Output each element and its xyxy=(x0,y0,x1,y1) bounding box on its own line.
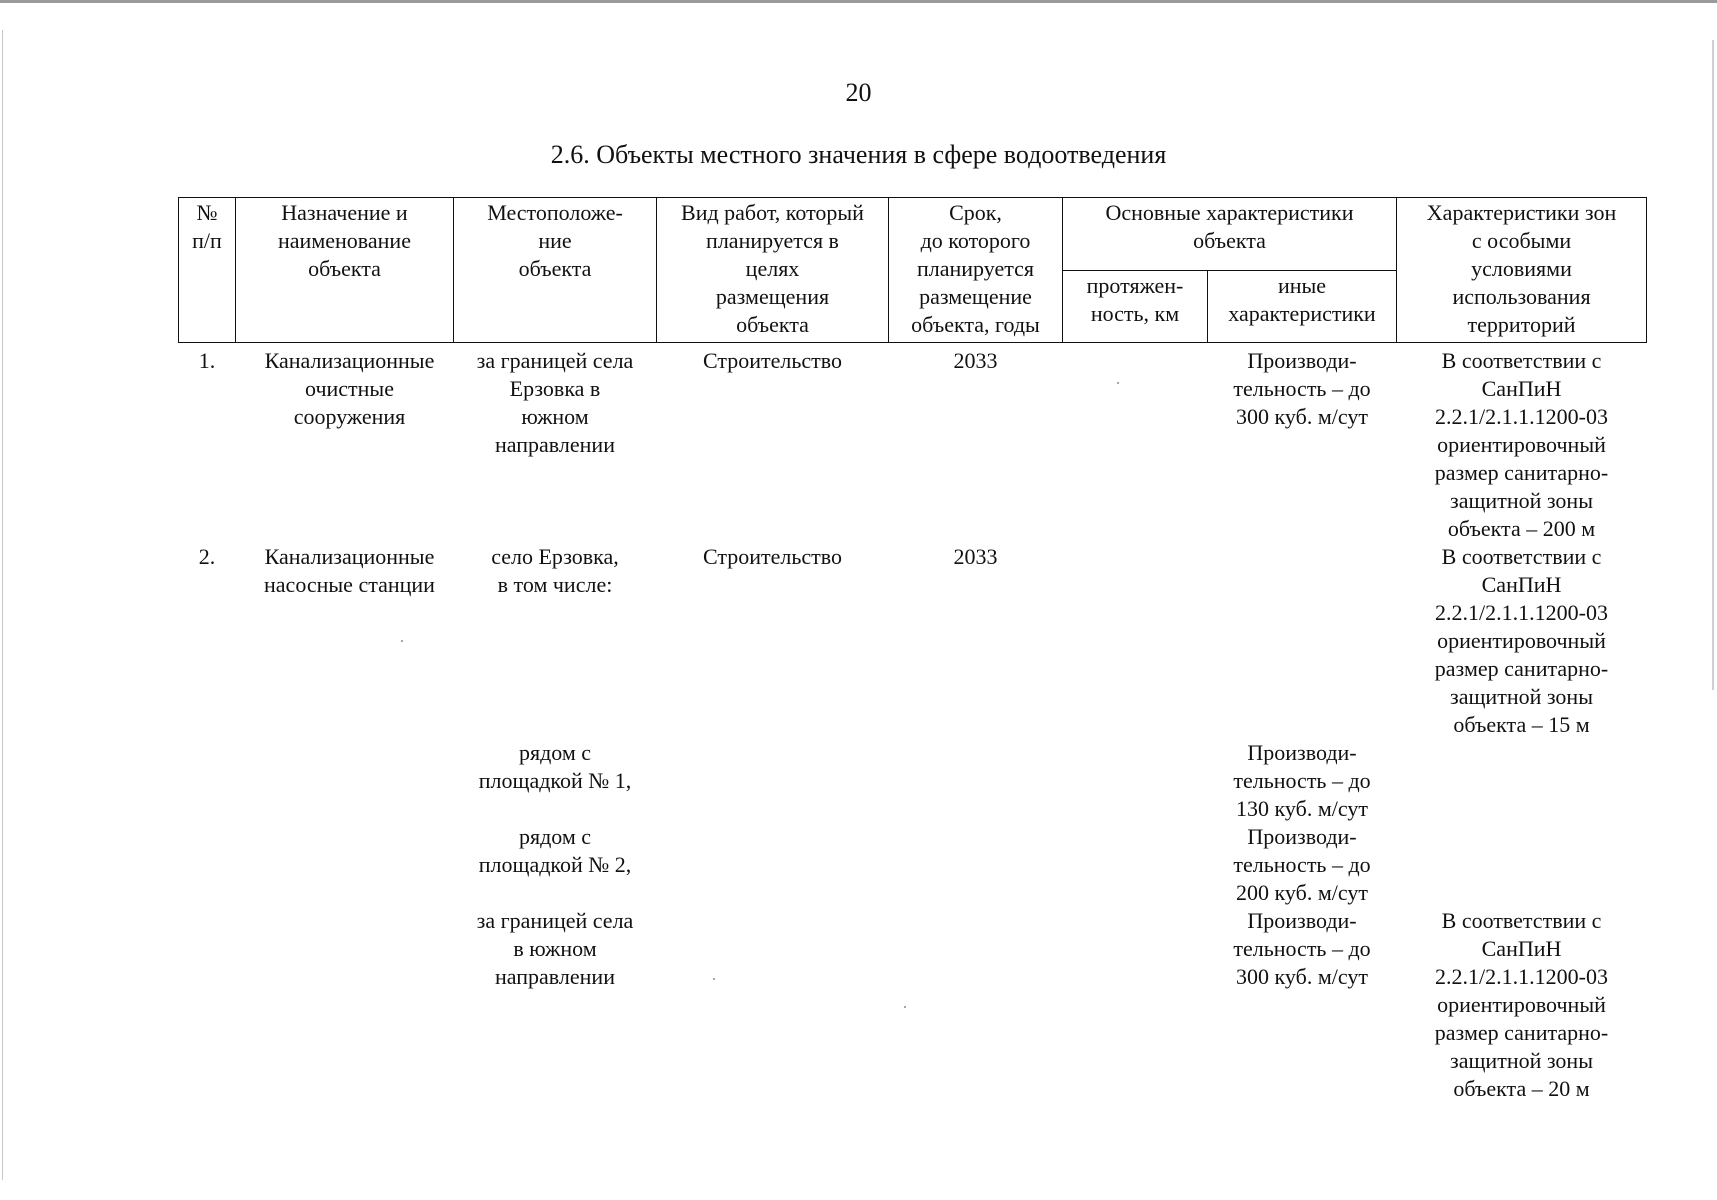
cell-line: площадкой № 2, xyxy=(478,852,632,877)
cell-line: 2.2.1/2.1.1.1200-03 xyxy=(1435,600,1608,625)
cell-num xyxy=(179,823,236,907)
cell-line: п/п xyxy=(192,228,222,253)
cell-line: размер санитарно- xyxy=(1434,1020,1609,1045)
table-header-row xyxy=(179,198,1647,271)
scan-speck xyxy=(713,978,715,980)
cell-line: объекта – 20 м xyxy=(1453,1076,1590,1101)
cell-line: в южном xyxy=(513,936,597,961)
cell-line: планируется xyxy=(916,256,1034,281)
cell-line: село Ерзовка, xyxy=(491,544,619,569)
cell-line: тельность – до xyxy=(1233,936,1371,961)
cell-line: объекта xyxy=(1193,228,1266,253)
cell-other xyxy=(1208,343,1397,544)
cell-zones xyxy=(1397,343,1647,544)
cell-zones xyxy=(1397,823,1647,907)
cell-line: ние xyxy=(538,228,572,253)
cell-line: планируется в xyxy=(706,228,839,253)
cell-name xyxy=(236,823,454,907)
page-number: 20 xyxy=(845,78,872,107)
cell-name xyxy=(236,543,454,739)
cell-line: СанПиН xyxy=(1481,936,1562,961)
cell-length xyxy=(1063,823,1208,907)
cell-line: размер санитарно- xyxy=(1434,460,1609,485)
cell-line: объекта xyxy=(518,256,592,281)
cell-line: защитной зоны xyxy=(1450,1048,1593,1073)
cell-line: объекта – 15 м xyxy=(1453,712,1590,737)
cell-term: 2033 xyxy=(953,348,998,373)
cell-line: 300 куб. м/сут xyxy=(1236,404,1368,429)
cell-line: сооружения xyxy=(293,404,406,429)
cell-line: Производи- xyxy=(1247,824,1357,849)
cell-line: Местоположе- xyxy=(487,200,623,225)
cell-line: за границей села xyxy=(476,348,634,373)
cell-line: Производи- xyxy=(1247,348,1357,373)
header-zones xyxy=(1397,198,1647,343)
cell-line: Производи- xyxy=(1247,908,1357,933)
cell-other xyxy=(1208,543,1397,739)
page-title: 2.6. Объекты местного значения в сфере водоотведения xyxy=(550,140,1167,169)
cell-num xyxy=(179,907,236,1103)
cell-line: защитной зоны xyxy=(1450,684,1593,709)
cell-term: 2033 xyxy=(953,544,998,569)
cell-line: № xyxy=(196,200,218,225)
header-other xyxy=(1208,270,1397,343)
cell-line: Характеристики зон xyxy=(1426,200,1617,225)
cell-line: за границей села xyxy=(476,908,634,933)
cell-length xyxy=(1063,343,1208,544)
cell-line: СанПиН xyxy=(1481,376,1562,401)
cell-location xyxy=(454,907,657,1103)
cell-other xyxy=(1208,739,1397,823)
cell-line: Производи- xyxy=(1247,740,1357,765)
cell-line: в том числе: xyxy=(497,572,613,597)
cell-zones xyxy=(1397,543,1647,739)
cell-line: южном xyxy=(521,404,589,429)
cell-zones xyxy=(1397,907,1647,1103)
cell-line: 300 куб. м/сут xyxy=(1236,964,1368,989)
cell-line: Ерзовка в xyxy=(509,376,601,401)
cell-line: СанПиН xyxy=(1481,572,1562,597)
cell-line: иные xyxy=(1277,272,1327,298)
cell-line: защитной зоны xyxy=(1450,488,1593,513)
cell-work: Строительство xyxy=(702,544,843,569)
cell-location xyxy=(454,543,657,739)
cell-line: Основные характеристики xyxy=(1105,200,1354,225)
scan-edge-top xyxy=(0,0,1717,3)
cell-line: площадкой № 1, xyxy=(478,768,632,793)
cell-length xyxy=(1063,543,1208,739)
header-length xyxy=(1063,270,1208,343)
cell-line: размер санитарно- xyxy=(1434,656,1609,681)
header-main-characteristics xyxy=(1063,198,1397,271)
cell-line: объекта, годы xyxy=(911,312,1040,337)
cell-name xyxy=(236,343,454,544)
table-row xyxy=(179,343,1647,544)
cell-line: В соответствии с xyxy=(1441,544,1602,569)
cell-term xyxy=(889,823,1063,907)
cell-line: тельность – до xyxy=(1233,852,1371,877)
cell-line: до которого xyxy=(920,228,1031,253)
cell-line: 2.2.1/2.1.1.1200-03 xyxy=(1435,404,1608,429)
cell-work xyxy=(657,739,889,823)
header-name xyxy=(236,198,454,343)
cell-line: Канализационные xyxy=(264,544,435,569)
cell-location xyxy=(454,739,657,823)
scan-speck xyxy=(401,640,403,642)
cell-num xyxy=(179,739,236,823)
cell-line: 130 куб. м/сут xyxy=(1236,796,1368,821)
cell-line: Канализационные xyxy=(264,348,435,373)
cell-line: 2.2.1/2.1.1.1200-03 xyxy=(1435,964,1608,989)
cell-line: размещения xyxy=(715,284,830,309)
cell-line: направлении xyxy=(495,964,615,989)
cell-other xyxy=(1208,907,1397,1103)
cell-line: Вид работ, который xyxy=(681,200,864,225)
cell-num: 2. xyxy=(198,544,216,569)
cell-line: Срок, xyxy=(949,200,1002,225)
table-row xyxy=(179,907,1647,1103)
cell-line: наименование xyxy=(278,228,411,253)
cell-line: рядом с xyxy=(518,740,592,765)
cell-location xyxy=(454,823,657,907)
table-row xyxy=(179,543,1647,739)
scan-speck xyxy=(1117,382,1119,384)
scan-edge-right xyxy=(1712,40,1714,690)
cell-term xyxy=(889,739,1063,823)
cell-term xyxy=(889,907,1063,1103)
cell-line: протяжен- xyxy=(1086,272,1184,298)
cell-length xyxy=(1063,907,1208,1103)
table-row xyxy=(179,739,1647,823)
cell-name xyxy=(236,907,454,1103)
cell-line: ность, км xyxy=(1090,300,1180,326)
cell-line: объекта – 200 м xyxy=(1447,516,1596,541)
cell-line: территорий xyxy=(1467,312,1576,337)
scan-speck xyxy=(904,1006,906,1008)
cell-line: ориентировочный xyxy=(1437,432,1606,457)
cell-other xyxy=(1208,823,1397,907)
cell-num: 1. xyxy=(198,348,216,373)
cell-work: Строительство xyxy=(702,348,843,373)
scan-edge-left xyxy=(2,30,3,1180)
cell-line: В соответствии с xyxy=(1441,348,1602,373)
cell-line: условиями xyxy=(1471,256,1572,281)
cell-line: Назначение и xyxy=(281,200,408,225)
sanitation-objects-table xyxy=(178,197,1647,1103)
cell-work xyxy=(657,907,889,1103)
cell-line: В соответствии с xyxy=(1441,908,1602,933)
cell-work xyxy=(657,823,889,907)
cell-line: использования xyxy=(1452,284,1591,309)
header-num xyxy=(179,198,236,343)
cell-line: целях xyxy=(745,256,800,281)
table-row xyxy=(179,823,1647,907)
cell-length xyxy=(1063,739,1208,823)
cell-line: 200 куб. м/сут xyxy=(1236,880,1368,905)
cell-line: ориентировочный xyxy=(1437,992,1606,1017)
cell-line: тельность – до xyxy=(1233,376,1371,401)
cell-line: ориентировочный xyxy=(1437,628,1606,653)
cell-line: размещение xyxy=(919,284,1032,309)
cell-line: объекта xyxy=(308,256,381,281)
header-work xyxy=(657,198,889,343)
cell-name xyxy=(236,739,454,823)
cell-line: объекта xyxy=(736,312,809,337)
cell-line: насосные станции xyxy=(264,572,435,597)
cell-zones xyxy=(1397,739,1647,823)
cell-line: с особыми xyxy=(1471,228,1572,253)
cell-line: тельность – до xyxy=(1233,768,1371,793)
cell-line: очистные xyxy=(305,376,394,401)
header-location xyxy=(454,198,657,343)
header-term xyxy=(889,198,1063,343)
cell-location xyxy=(454,343,657,544)
cell-line: характеристики xyxy=(1228,300,1376,326)
cell-line: рядом с xyxy=(518,824,592,849)
cell-line: направлении xyxy=(495,432,615,457)
